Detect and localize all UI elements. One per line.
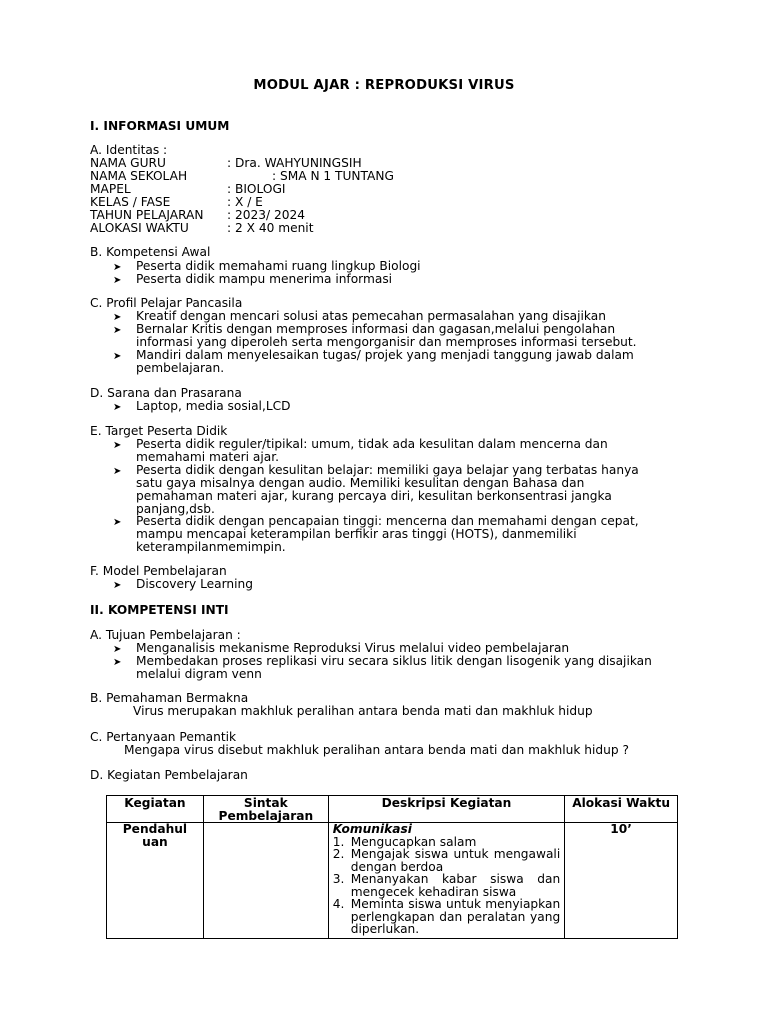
- identitas-key: MAPEL: [90, 182, 131, 196]
- list-item: 1. Mengucapkan salam: [332, 834, 477, 849]
- identitas-key: ALOKASI WAKTU: [90, 221, 189, 235]
- sintak-cell: [203, 823, 328, 939]
- pertanyaan-pemantik-text: Mengapa virus disebut makhluk peralihan antara benda mati dan makhluk hidup ?: [124, 743, 629, 757]
- column-header: Kegiatan: [107, 796, 204, 823]
- kegiatan-pembelajaran-table: [106, 795, 678, 939]
- list-item-continuation: keterampilanmemimpin.: [136, 540, 286, 554]
- list-item: ➤ Kreatif dengan mencari solusi atas pemecahan permasalahan yang disajikan: [113, 309, 606, 323]
- list-item: 2. Mengajak siswa untuk mengawali dengan berdoa: [332, 847, 561, 874]
- table-header-row: [107, 796, 678, 823]
- kegiatan-pembelajaran-label: D. Kegiatan Pembelajaran: [90, 768, 248, 782]
- list-item: ➤ Mandiri dalam menyelesaikan tugas/ projek yang menjadi tanggung jawab dalam: [113, 348, 634, 362]
- arrow-bullet-icon: ➤: [113, 657, 122, 668]
- identitas-value: : 2 X 40 menit: [227, 221, 314, 235]
- identitas-key: NAMA GURU: [90, 156, 166, 170]
- list-item: ➤ Bernalar Kritis dengan memproses informasi dan gagasan,melalui pengolahan: [113, 322, 616, 336]
- list-item: ➤ Peserta didik dengan pencapaian tinggi: mencerna dan memahami dengan cepat,: [113, 514, 639, 528]
- list-item-continuation: panjang,dsb.: [136, 502, 215, 516]
- pertanyaan-pemantik-label: C. Pertanyaan Pemantik: [90, 730, 237, 744]
- deskripsi-steps: [333, 836, 560, 936]
- list-item: 4. Meminta siswa untuk menyiapkan perlengkapan dan peralatan yang diperlukan.: [332, 897, 561, 936]
- arrow-bullet-icon: ➤: [113, 312, 122, 323]
- arrow-bullet-icon: ➤: [113, 517, 122, 528]
- list-item-continuation: mampu mencapai keterampilan berfikir aras tinggi (HOTS), danmemiliki: [136, 527, 577, 541]
- arrow-bullet-icon: ➤: [113, 402, 122, 413]
- arrow-bullet-icon: ➤: [113, 440, 122, 451]
- identitas-value: : X / E: [227, 195, 263, 209]
- list-item: ➤ Peserta didik reguler/tipikal: umum, tidak ada kesulitan dalam mencerna dan: [113, 437, 608, 451]
- deskripsi-cell: [328, 823, 564, 939]
- identitas-value: : BIOLOGI: [227, 182, 286, 196]
- tujuan-pembelajaran-label: A. Tujuan Pembelajaran :: [90, 628, 241, 642]
- kompetensi-awal-label: B. Kompetensi Awal: [90, 245, 211, 259]
- table-row: [107, 823, 678, 939]
- model-pembelajaran-label: F. Model Pembelajaran: [90, 564, 227, 578]
- list-item: 3. Menanyakan kabar siswa dan mengecek kehadiran siswa: [332, 872, 561, 899]
- deskripsi-subheading: Komunikasi: [332, 822, 412, 836]
- list-item: ➤ Peserta didik memahami ruang lingkup Biologi: [113, 259, 421, 273]
- identitas-label: A. Identitas :: [90, 143, 168, 157]
- list-item-continuation: pembelajaran.: [136, 361, 225, 375]
- arrow-bullet-icon: ➤: [113, 580, 122, 591]
- identitas-value: : SMA N 1 TUNTANG: [272, 169, 394, 183]
- column-header: Sintak Pembelajaran: [203, 796, 328, 823]
- list-item: ➤ Peserta didik dengan kesulitan belajar: memiliki gaya belajar yang terbatas hanya: [113, 463, 639, 477]
- document-title: MODUL AJAR : REPRODUKSI VIRUS: [253, 78, 515, 93]
- list-item: ➤ Discovery Learning: [113, 577, 253, 591]
- identitas-key: KELAS / FASE: [90, 195, 171, 209]
- list-item-continuation: melalui digram venn: [136, 667, 262, 681]
- sarana-label: D. Sarana dan Prasarana: [90, 386, 242, 400]
- list-item: ➤ Membedakan proses replikasi viru secara siklus litik dengan lisogenik yang disajikan: [113, 654, 652, 668]
- arrow-bullet-icon: ➤: [113, 466, 122, 477]
- kegiatan-cell: Pendahuluan: [107, 823, 204, 939]
- list-item-continuation: satu gaya misalnya dengan audio. Memiliki kesulitan dengan Bahasa dan: [136, 476, 585, 490]
- identitas-key: TAHUN PELAJARAN: [90, 208, 204, 222]
- column-header: Alokasi Waktu: [565, 796, 678, 823]
- list-item-continuation: memahami materi ajar.: [136, 450, 280, 464]
- alokasi-cell: 10’: [565, 823, 678, 939]
- list-item-continuation: informasi yang diperoleh serta mengorganisir dan memproses informasi tersebut.: [136, 335, 637, 349]
- list-item: ➤ Menganalisis mekanisme Reproduksi Virus melalui video pembelajaran: [113, 641, 570, 655]
- profil-pelajar-label: C. Profil Pelajar Pancasila: [90, 296, 243, 310]
- list-item: ➤ Peserta didik mampu menerima informasi: [113, 272, 393, 286]
- section-kompetensi-inti-heading: II. KOMPETENSI INTI: [90, 603, 229, 617]
- identitas-key: NAMA SEKOLAH: [90, 169, 188, 183]
- pemahaman-bermakna-label: B. Pemahaman Bermakna: [90, 691, 249, 705]
- arrow-bullet-icon: ➤: [113, 275, 122, 286]
- arrow-bullet-icon: ➤: [113, 351, 122, 362]
- target-peserta-label: E. Target Peserta Didik: [90, 424, 228, 438]
- identitas-value: : 2023/ 2024: [227, 208, 305, 222]
- section-informasi-umum-heading: I. INFORMASI UMUM: [90, 119, 230, 133]
- list-item-continuation: pemahaman materi ajar, kurang percaya diri, kesulitan berkonsentrasi jangka: [136, 489, 612, 503]
- arrow-bullet-icon: ➤: [113, 325, 122, 336]
- pemahaman-bermakna-text: Virus merupakan makhluk peralihan antara benda mati dan makhluk hidup: [133, 704, 593, 718]
- column-header: Deskripsi Kegiatan: [328, 796, 564, 823]
- arrow-bullet-icon: ➤: [113, 262, 122, 273]
- list-item: ➤ Laptop, media sosial,LCD: [113, 399, 291, 413]
- arrow-bullet-icon: ➤: [113, 644, 122, 655]
- identitas-value: : Dra. WAHYUNINGSIH: [227, 156, 362, 170]
